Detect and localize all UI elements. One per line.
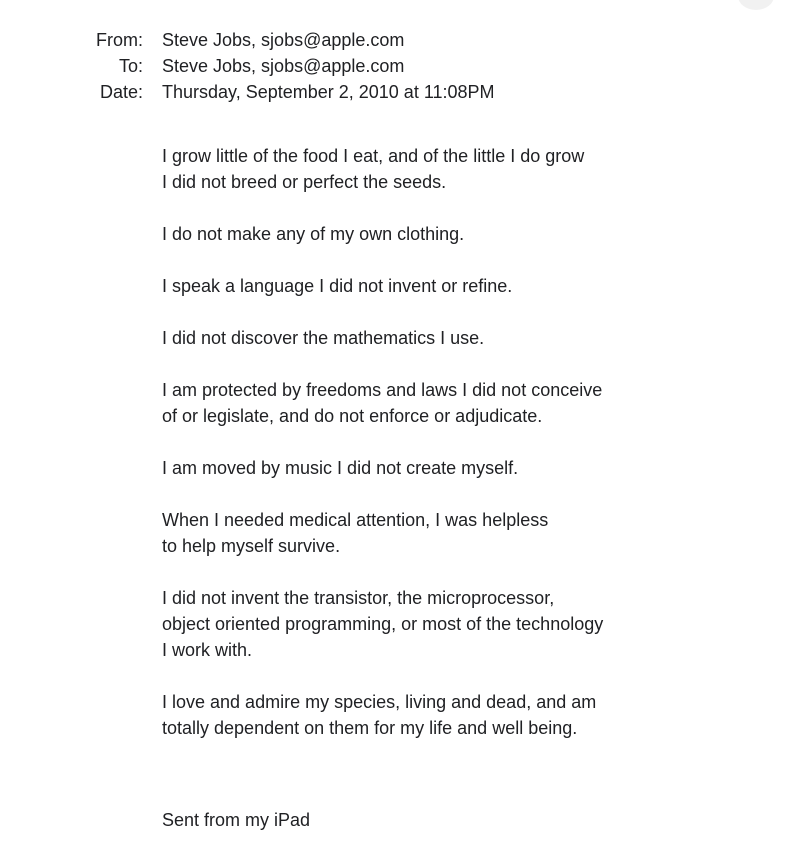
- body-paragraph: [162, 221, 722, 247]
- body-line: I work with.: [162, 640, 253, 660]
- email-signature: Sent from my iPad: [162, 810, 311, 830]
- from-value: Steve Jobs, sjobs@apple.com: [162, 30, 405, 50]
- to-row: [0, 55, 786, 81]
- email-body: [162, 143, 722, 767]
- body-line: object oriented programming, or most of the technology: [162, 614, 604, 634]
- body-line: totally dependent on them for my life and well being.: [162, 718, 578, 738]
- body-paragraph: [162, 143, 722, 195]
- body-line: I am moved by music I did not create myself.: [162, 458, 519, 478]
- body-line: I did not breed or perfect the seeds.: [162, 172, 447, 192]
- body-paragraph: [162, 455, 722, 481]
- body-line: I love and admire my species, living and dead, and am: [162, 692, 597, 712]
- body-line: I did not discover the mathematics I use.: [162, 328, 485, 348]
- body-line: I speak a language I did not invent or refine.: [162, 276, 513, 296]
- corner-button[interactable]: [738, 0, 774, 10]
- body-paragraph: [162, 325, 722, 351]
- body-paragraph: [162, 273, 722, 299]
- to-value: Steve Jobs, sjobs@apple.com: [162, 56, 405, 76]
- body-line: I did not invent the transistor, the microprocessor,: [162, 588, 555, 608]
- body-line: I am protected by freedoms and laws I did not conceive: [162, 380, 603, 400]
- body-paragraph: [162, 585, 722, 663]
- body-line: When I needed medical attention, I was helpless: [162, 510, 549, 530]
- from-row: [0, 29, 786, 55]
- email-header: [0, 29, 786, 107]
- body-line: of or legislate, and do not enforce or adjudicate.: [162, 406, 543, 426]
- body-paragraph: [162, 689, 722, 741]
- date-row: [0, 81, 786, 107]
- body-line: I grow little of the food I eat, and of the little I do grow: [162, 146, 585, 166]
- from-label: From:: [96, 30, 143, 50]
- date-label: Date:: [99, 82, 143, 102]
- to-label: To:: [118, 56, 143, 76]
- body-line: I do not make any of my own clothing.: [162, 224, 465, 244]
- body-paragraph: [162, 377, 722, 429]
- body-line: to help myself survive.: [162, 536, 341, 556]
- date-value: Thursday, September 2, 2010 at 11:08PM: [162, 82, 495, 102]
- body-paragraph: [162, 507, 722, 559]
